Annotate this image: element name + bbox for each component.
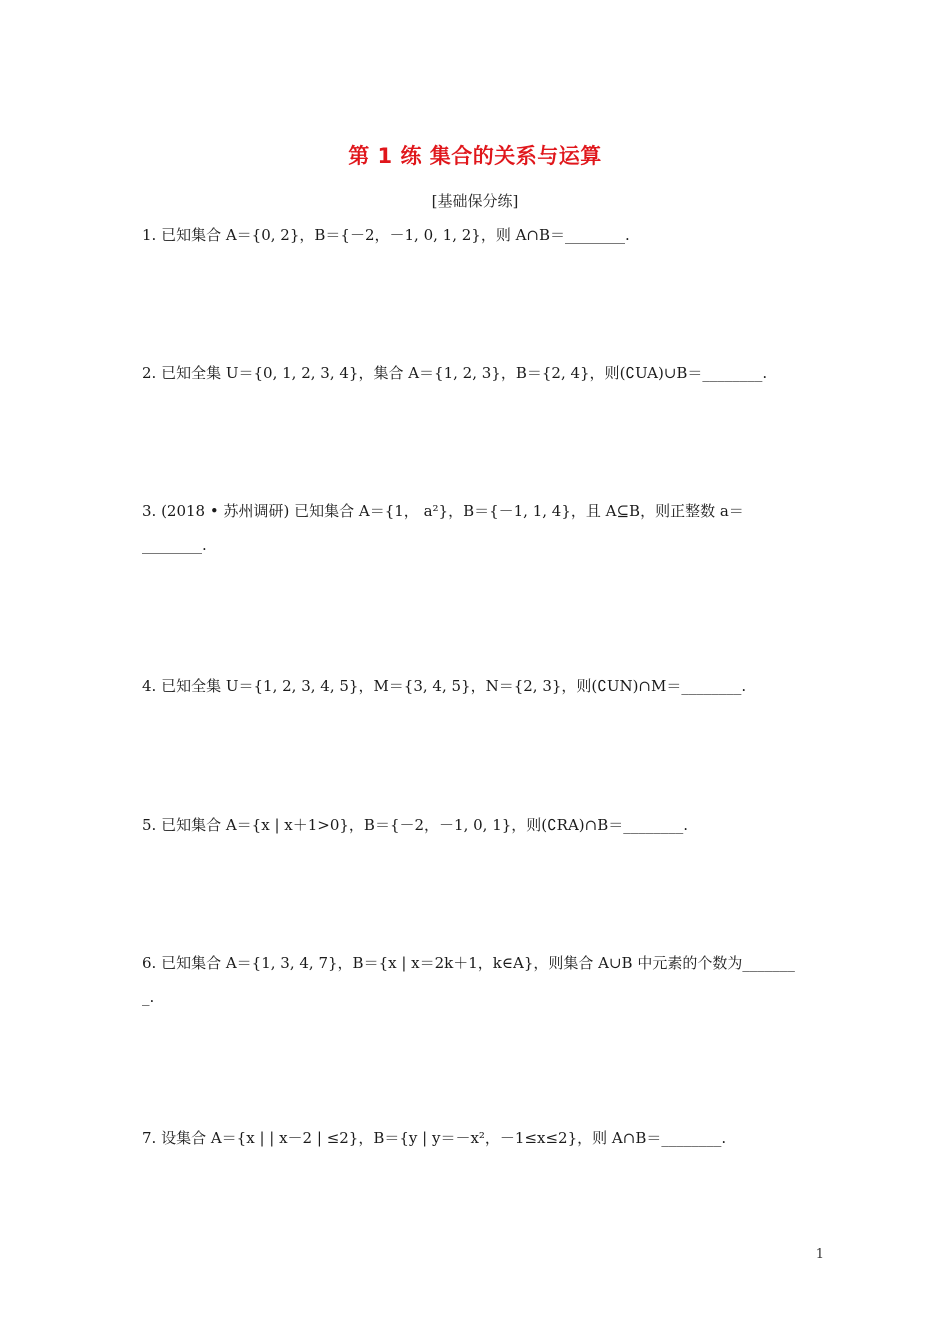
question-7: 7. 设集合 A＝{x | | x－2 | ≤2}，B＝{y | y＝－x²，－1≤x≤2}，则 A∩B＝________. xyxy=(142,1129,727,1147)
question-3: 3. (2018 • 苏州调研) 已知集合 A＝{1， a²}，B＝{－1, 1, 4}，且 A⊆B，则正整数 a＝ ________. xyxy=(142,502,744,554)
section-heading: [基础保分练] xyxy=(431,192,519,210)
page-number: 1 xyxy=(815,1247,824,1262)
page-title: 第 1 练 集合的关系与运算 xyxy=(348,144,602,168)
question-1: 1. 已知集合 A＝{0, 2}，B＝{－2，－1, 0, 1, 2}，则 A∩B＝________. xyxy=(142,226,630,244)
question-4: 4. 已知全集 U＝{1, 2, 3, 4, 5}，M＝{3, 4, 5}，N＝{2, 3}，则(∁UN)∩M＝________. xyxy=(142,677,747,695)
question-5: 5. 已知集合 A＝{x | x＋1>0}，B＝{－2，－1, 0, 1}，则(∁RA)∩B＝________. xyxy=(142,816,689,834)
question-6: 6. 已知集合 A＝{1, 3, 4, 7}，B＝{x | x＝2k＋1，k∈A}，则集合 A∪B 中元素的个数为_______ _. xyxy=(142,954,795,1006)
question-2: 2. 已知全集 U＝{0, 1, 2, 3, 4}，集合 A＝{1, 2, 3}，B＝{2, 4}，则(∁UA)∪B＝________. xyxy=(142,364,768,382)
